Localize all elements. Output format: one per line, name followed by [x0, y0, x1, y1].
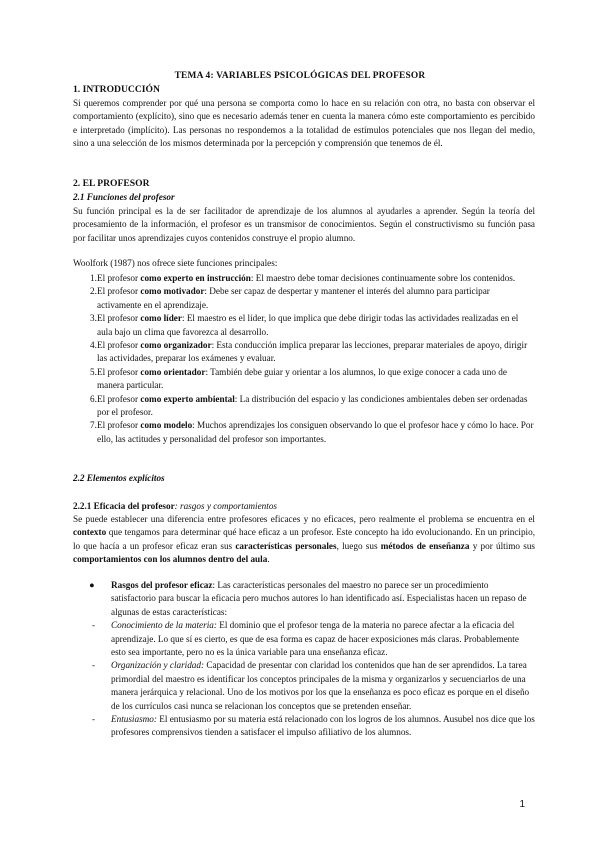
list-item: 2. El profesor como motivador: Debe ser capaz de despertar y mantener el interés del alumno para participar activamente en el aprendizaje. — [90, 286, 490, 310]
list-item: 3. El profesor como líder: El maestro es el líder, lo que implica que debe dirigir todas las actividades realizadas en el aula bajo un clima que favorezca al desarrollo. — [90, 313, 519, 337]
list-item: 6. El profesor como experto ambiental: La distribución del espacio y las condiciones ambientales deben ser ordenadas por el profesor. — [90, 393, 528, 418]
list-item: ● Rasgos del profesor eficaz: Las características personales del maestro no parece ser un procedimiento satisfactorio para buscar la eficacia pero muchos autores lo han identificado así. Especialistas hacen un repaso de algunas de estas características: — [89, 580, 527, 617]
bullet-icon: ● — [89, 580, 95, 590]
subsection-heading-funciones: 2.1 Funciones del profesor — [73, 192, 175, 202]
list-item: 1. El profesor como experto en instrucción: El maestro debe tomar decisiones continuamente sobre los contenidos. — [90, 273, 516, 283]
section-heading-introduccion: 1. INTRODUCCIÓN — [73, 84, 160, 95]
list-item: 5. El profesor como orientador: También debe guiar y orientar a los alumnos, lo que exige conocer a cada uno de manera particular. — [90, 366, 507, 391]
document-title: TEMA 4: VARIABLES PSICOLÓGICAS DEL PROFESOR — [174, 71, 426, 81]
funciones-paragraph: Su función principal es la de ser facilitador de aprendizaje de los alumnos al ayudarles a aprender. Según la teoría del procesamiento de la información, el profesor es un transmisor de conocimientos. Según el constructivismo su función pasa por facilitar unos aprendizajes cuyos contenidos construye el propio alumno. — [73, 206, 535, 243]
list-item: 7. El profesor como modelo: Muchos aprendizajes los consiguen observando lo que el profesor hace y cómo lo hace. Por ello, las actitudes y personalidad del profesor son importantes. — [90, 420, 534, 444]
eficacia-paragraph: Se puede establecer una diferencia entre profesores eficaces y no eficaces, pero realmente el problema se encuentra en el contexto que tengamos para determinar qué hace eficaz a un profesor. Este concepto ha ido evolucionando. En un principio, lo que hacía a un profesor eficaz eran sus características personales, luego sus métodos de enseñanza y por último sus comportamientos con los alumnos dentro del aula. — [73, 514, 536, 565]
woolfork-intro: Woolfork (1987) nos ofrece siete funciones principales: — [73, 258, 278, 268]
page-number: 1 — [519, 799, 525, 810]
bullet-rasgos — [73, 579, 535, 740]
list-item: - Entusiasmo: El entusiasmo por su materia está relacionado con los logros de los alumnos. Ausubel nos dice que los profesores comprensivos tienden a satisfacer el impulso afiliativo de los alumnos. — [92, 714, 535, 738]
list-item: - Organización y claridad: Capacidad de presentar con claridad los contenidos que han de ser aprendidos. La tarea primordial del maestro es identificar los conceptos principales de la misma y organizarlos y secuenciarlos de una manera jerárquica y relacional. Uno de los motivos por los que la enseñanza es poco eficaz es porque en el diseño de los currículos casi nunca se relacionan los conceptos que se pretenden enseñar. — [92, 660, 530, 711]
subsection-heading-eficacia: 2.2.1 Eficacia del profesor: rasgos y comportamientos — [73, 501, 277, 511]
functions-list — [73, 272, 535, 446]
subsection-heading-elementos: 2.2 Elementos explícitos — [73, 473, 165, 483]
list-item: 4. El profesor como organizador: Esta conducción implica preparar las lecciones, preparar materiales de apoyo, dirigir las actividades, preparar los exámenes y evaluar. — [90, 340, 528, 364]
list-item: - Conocimiento de la materia: El dominio que el profesor tenga de la materia no parece afectar a la eficacia del aprendizaje. Lo que sí es cierto, es que de esa forma es capaz de hacer exposiciones más claras. Probablemente esto sea importante, pero no es la única variable para una enseñanza eficaz. — [92, 620, 519, 658]
section-heading-profesor: 2. EL PROFESOR — [73, 178, 150, 189]
intro-paragraph: Si queremos comprender por qué una persona se comporta como lo hace en su relación con otra, no basta con observar el comportamiento (explícito), sino que es necesario además tener en cuenta la manera cómo este comportamiento es percibido e interpretado (implícito). Las personas no respondemos a la totalidad de estímulos potenciales que nos llegan del medio, sino a una selección de los mismos determinada por la percepción y comprensión que tenemos de él. — [73, 98, 535, 149]
